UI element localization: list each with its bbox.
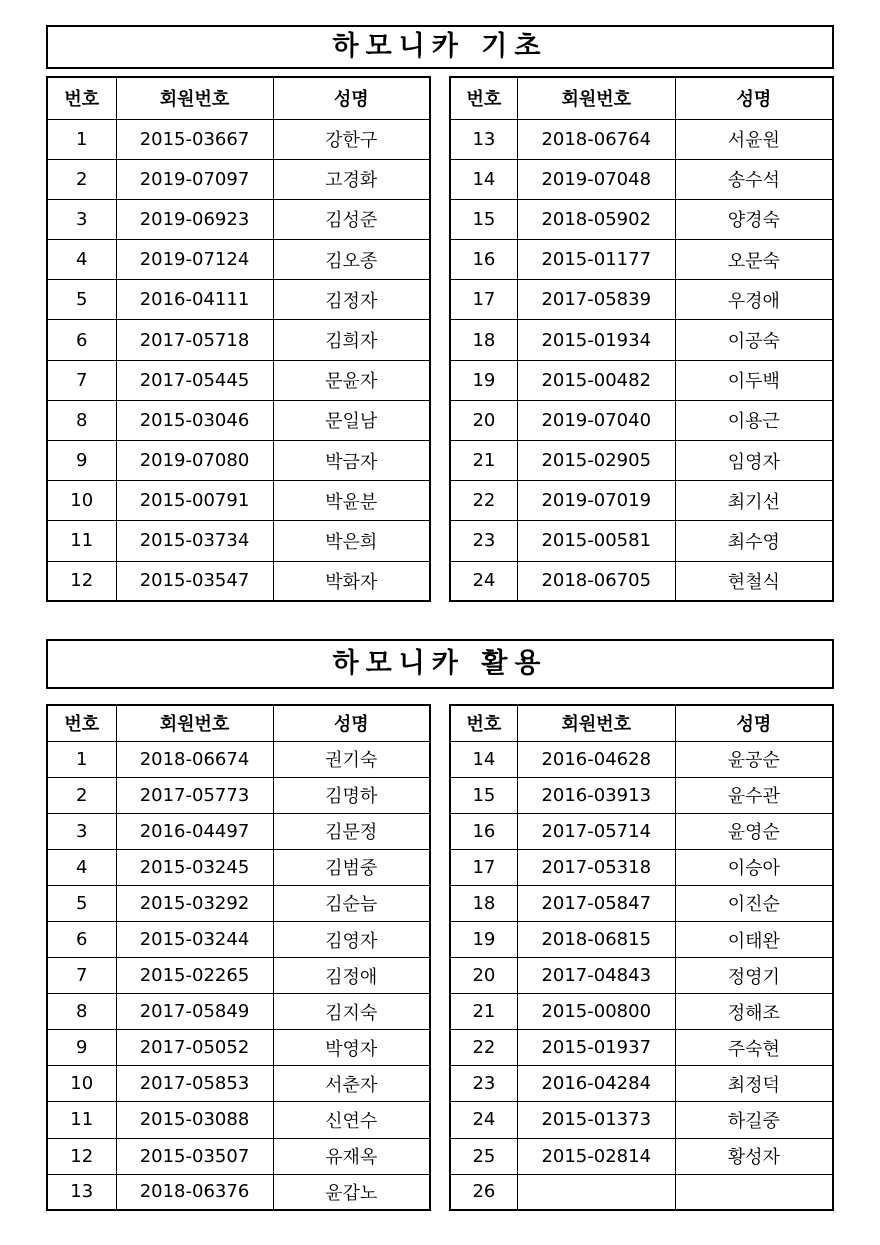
member-number-cell: 4 bbox=[47, 240, 116, 280]
table-row bbox=[450, 199, 833, 239]
table-row bbox=[450, 240, 833, 280]
section-title-basic: 하모니카 기초 bbox=[46, 25, 834, 69]
member-name-cell: 김범중 bbox=[273, 849, 430, 885]
member-id-cell: 2017-05445 bbox=[116, 360, 273, 400]
table-row bbox=[450, 1138, 833, 1174]
member-id-cell: 2016-04111 bbox=[116, 280, 273, 320]
member-id-cell: 2017-05849 bbox=[116, 994, 273, 1030]
member-number-cell: 10 bbox=[47, 481, 116, 521]
table-row bbox=[450, 1066, 833, 1102]
member-number-cell: 19 bbox=[450, 360, 517, 400]
member-name-cell: 이태완 bbox=[675, 921, 833, 957]
member-number-cell: 1 bbox=[47, 741, 116, 777]
table-row bbox=[47, 994, 430, 1030]
member-number-cell: 19 bbox=[450, 921, 517, 957]
member-name-cell: 윤공순 bbox=[675, 741, 833, 777]
member-name-cell: 박은희 bbox=[273, 521, 430, 561]
table-row bbox=[450, 360, 833, 400]
member-id-cell: 2016-03913 bbox=[517, 777, 675, 813]
member-id-cell: 2017-05773 bbox=[116, 777, 273, 813]
member-number-cell: 7 bbox=[47, 958, 116, 994]
table-row bbox=[47, 1174, 430, 1210]
member-id-cell: 2015-03244 bbox=[116, 921, 273, 957]
table-row bbox=[450, 481, 833, 521]
table-row bbox=[47, 521, 430, 561]
header-number: 번호 bbox=[47, 77, 116, 119]
member-name-cell: 박윤분 bbox=[273, 481, 430, 521]
member-name-cell: 박영자 bbox=[273, 1030, 430, 1066]
table-row bbox=[450, 921, 833, 957]
table-row bbox=[47, 561, 430, 601]
member-name-cell: 하길중 bbox=[675, 1102, 833, 1138]
table-row bbox=[47, 119, 430, 159]
member-id-cell: 2015-03245 bbox=[116, 849, 273, 885]
member-number-cell: 5 bbox=[47, 885, 116, 921]
member-id-cell: 2017-05853 bbox=[116, 1066, 273, 1102]
member-name-cell bbox=[675, 1174, 833, 1210]
member-name-cell: 윤영순 bbox=[675, 813, 833, 849]
member-id-cell: 2017-05318 bbox=[517, 849, 675, 885]
section-title-applied: 하모니카 활용 bbox=[46, 639, 834, 689]
header-number: 번호 bbox=[450, 77, 517, 119]
member-id-cell: 2015-01934 bbox=[517, 320, 675, 360]
member-id-cell: 2016-04284 bbox=[517, 1066, 675, 1102]
member-name-cell: 이용근 bbox=[675, 400, 833, 440]
member-name-cell: 서춘자 bbox=[273, 1066, 430, 1102]
table-row bbox=[47, 1030, 430, 1066]
table-row bbox=[47, 958, 430, 994]
member-name-cell: 김성준 bbox=[273, 199, 430, 239]
member-number-cell: 17 bbox=[450, 280, 517, 320]
member-number-cell: 21 bbox=[450, 994, 517, 1030]
member-name-cell: 이공숙 bbox=[675, 320, 833, 360]
member-name-cell: 현철식 bbox=[675, 561, 833, 601]
member-id-cell: 2018-06705 bbox=[517, 561, 675, 601]
header-name: 성명 bbox=[273, 77, 430, 119]
member-id-cell bbox=[517, 1174, 675, 1210]
member-table-basic-left bbox=[46, 76, 431, 602]
member-name-cell: 유재옥 bbox=[273, 1138, 430, 1174]
table-row bbox=[450, 777, 833, 813]
member-table-basic-right bbox=[449, 76, 834, 602]
table-row bbox=[450, 1030, 833, 1066]
member-table-applied-right bbox=[449, 704, 834, 1211]
table-row bbox=[47, 813, 430, 849]
table-row bbox=[47, 885, 430, 921]
member-name-cell: 김오종 bbox=[273, 240, 430, 280]
member-name-cell: 오문숙 bbox=[675, 240, 833, 280]
header-member-id: 회원번호 bbox=[517, 705, 675, 741]
member-name-cell: 박금자 bbox=[273, 441, 430, 481]
member-id-cell: 2017-05052 bbox=[116, 1030, 273, 1066]
member-id-cell: 2016-04628 bbox=[517, 741, 675, 777]
member-id-cell: 2018-06764 bbox=[517, 119, 675, 159]
table-row bbox=[450, 561, 833, 601]
member-id-cell: 2015-00791 bbox=[116, 481, 273, 521]
member-table-applied-left bbox=[46, 704, 431, 1211]
member-number-cell: 22 bbox=[450, 481, 517, 521]
table-row bbox=[450, 994, 833, 1030]
member-id-cell: 2016-04497 bbox=[116, 813, 273, 849]
member-number-cell: 13 bbox=[450, 119, 517, 159]
member-number-cell: 9 bbox=[47, 1030, 116, 1066]
table-row bbox=[450, 400, 833, 440]
member-number-cell: 15 bbox=[450, 777, 517, 813]
member-id-cell: 2015-03507 bbox=[116, 1138, 273, 1174]
member-number-cell: 11 bbox=[47, 521, 116, 561]
member-number-cell: 14 bbox=[450, 159, 517, 199]
member-number-cell: 3 bbox=[47, 199, 116, 239]
member-id-cell: 2015-00482 bbox=[517, 360, 675, 400]
table-row bbox=[450, 958, 833, 994]
member-name-cell: 최정덕 bbox=[675, 1066, 833, 1102]
member-number-cell: 2 bbox=[47, 159, 116, 199]
table-header-row bbox=[47, 705, 430, 741]
member-id-cell: 2019-07097 bbox=[116, 159, 273, 199]
member-number-cell: 3 bbox=[47, 813, 116, 849]
table-row bbox=[450, 280, 833, 320]
member-number-cell: 14 bbox=[450, 741, 517, 777]
member-number-cell: 6 bbox=[47, 921, 116, 957]
member-number-cell: 18 bbox=[450, 885, 517, 921]
member-id-cell: 2018-05902 bbox=[517, 199, 675, 239]
header-name: 성명 bbox=[675, 77, 833, 119]
member-id-cell: 2015-03292 bbox=[116, 885, 273, 921]
member-id-cell: 2019-07048 bbox=[517, 159, 675, 199]
table-row bbox=[450, 849, 833, 885]
table-row bbox=[47, 1066, 430, 1102]
member-id-cell: 2018-06376 bbox=[116, 1174, 273, 1210]
table-row bbox=[450, 441, 833, 481]
member-number-cell: 4 bbox=[47, 849, 116, 885]
member-number-cell: 18 bbox=[450, 320, 517, 360]
member-name-cell: 윤수관 bbox=[675, 777, 833, 813]
member-name-cell: 김희자 bbox=[273, 320, 430, 360]
member-number-cell: 5 bbox=[47, 280, 116, 320]
table-row bbox=[47, 280, 430, 320]
member-number-cell: 16 bbox=[450, 240, 517, 280]
member-name-cell: 주숙현 bbox=[675, 1030, 833, 1066]
table-row bbox=[450, 813, 833, 849]
header-member-id: 회원번호 bbox=[116, 77, 273, 119]
member-id-cell: 2019-07040 bbox=[517, 400, 675, 440]
member-id-cell: 2019-06923 bbox=[116, 199, 273, 239]
member-number-cell: 13 bbox=[47, 1174, 116, 1210]
member-name-cell: 김순늠 bbox=[273, 885, 430, 921]
member-number-cell: 24 bbox=[450, 561, 517, 601]
header-member-id: 회원번호 bbox=[517, 77, 675, 119]
member-id-cell: 2015-03667 bbox=[116, 119, 273, 159]
table-row bbox=[450, 741, 833, 777]
table-row bbox=[47, 481, 430, 521]
member-number-cell: 23 bbox=[450, 521, 517, 561]
member-id-cell: 2017-05718 bbox=[116, 320, 273, 360]
header-number: 번호 bbox=[450, 705, 517, 741]
table-row bbox=[47, 360, 430, 400]
member-id-cell: 2017-04843 bbox=[517, 958, 675, 994]
table-header-row bbox=[47, 77, 430, 119]
table-row bbox=[47, 849, 430, 885]
member-number-cell: 8 bbox=[47, 400, 116, 440]
member-number-cell: 15 bbox=[450, 199, 517, 239]
member-number-cell: 16 bbox=[450, 813, 517, 849]
table-row bbox=[450, 1174, 833, 1210]
member-number-cell: 22 bbox=[450, 1030, 517, 1066]
member-id-cell: 2015-01937 bbox=[517, 1030, 675, 1066]
member-id-cell: 2015-02265 bbox=[116, 958, 273, 994]
table-row bbox=[47, 400, 430, 440]
member-number-cell: 23 bbox=[450, 1066, 517, 1102]
table-row bbox=[47, 320, 430, 360]
member-id-cell: 2017-05847 bbox=[517, 885, 675, 921]
member-number-cell: 26 bbox=[450, 1174, 517, 1210]
member-name-cell: 윤갑노 bbox=[273, 1174, 430, 1210]
member-name-cell: 김명하 bbox=[273, 777, 430, 813]
member-number-cell: 17 bbox=[450, 849, 517, 885]
member-name-cell: 정해조 bbox=[675, 994, 833, 1030]
member-number-cell: 24 bbox=[450, 1102, 517, 1138]
header-member-id: 회원번호 bbox=[116, 705, 273, 741]
member-name-cell: 양경숙 bbox=[675, 199, 833, 239]
member-id-cell: 2015-03046 bbox=[116, 400, 273, 440]
table-row bbox=[47, 921, 430, 957]
table-row bbox=[450, 1102, 833, 1138]
member-name-cell: 이승아 bbox=[675, 849, 833, 885]
member-number-cell: 12 bbox=[47, 1138, 116, 1174]
member-id-cell: 2015-02905 bbox=[517, 441, 675, 481]
table-row bbox=[450, 885, 833, 921]
table-row bbox=[47, 199, 430, 239]
member-id-cell: 2015-00581 bbox=[517, 521, 675, 561]
member-id-cell: 2015-01373 bbox=[517, 1102, 675, 1138]
member-id-cell: 2015-03088 bbox=[116, 1102, 273, 1138]
table-header-row bbox=[450, 705, 833, 741]
table-row bbox=[450, 320, 833, 360]
table-row bbox=[450, 521, 833, 561]
member-id-cell: 2019-07019 bbox=[517, 481, 675, 521]
member-name-cell: 황성자 bbox=[675, 1138, 833, 1174]
member-name-cell: 김정애 bbox=[273, 958, 430, 994]
member-number-cell: 9 bbox=[47, 441, 116, 481]
member-name-cell: 김정자 bbox=[273, 280, 430, 320]
member-name-cell: 신연수 bbox=[273, 1102, 430, 1138]
header-name: 성명 bbox=[675, 705, 833, 741]
member-name-cell: 서윤원 bbox=[675, 119, 833, 159]
member-number-cell: 11 bbox=[47, 1102, 116, 1138]
table-row bbox=[47, 441, 430, 481]
member-name-cell: 박화자 bbox=[273, 561, 430, 601]
member-number-cell: 7 bbox=[47, 360, 116, 400]
member-name-cell: 우경애 bbox=[675, 280, 833, 320]
member-id-cell: 2019-07124 bbox=[116, 240, 273, 280]
member-number-cell: 10 bbox=[47, 1066, 116, 1102]
member-name-cell: 권기숙 bbox=[273, 741, 430, 777]
table-header-row bbox=[450, 77, 833, 119]
member-name-cell: 정영기 bbox=[675, 958, 833, 994]
member-name-cell: 송수석 bbox=[675, 159, 833, 199]
member-name-cell: 임영자 bbox=[675, 441, 833, 481]
table-row bbox=[47, 159, 430, 199]
header-number: 번호 bbox=[47, 705, 116, 741]
table-row bbox=[450, 119, 833, 159]
member-name-cell: 문윤자 bbox=[273, 360, 430, 400]
member-number-cell: 8 bbox=[47, 994, 116, 1030]
member-id-cell: 2017-05839 bbox=[517, 280, 675, 320]
member-name-cell: 김영자 bbox=[273, 921, 430, 957]
member-name-cell: 문일남 bbox=[273, 400, 430, 440]
member-id-cell: 2015-01177 bbox=[517, 240, 675, 280]
member-name-cell: 김문정 bbox=[273, 813, 430, 849]
table-row bbox=[47, 1138, 430, 1174]
member-name-cell: 이두백 bbox=[675, 360, 833, 400]
member-id-cell: 2019-07080 bbox=[116, 441, 273, 481]
member-id-cell: 2018-06815 bbox=[517, 921, 675, 957]
member-name-cell: 강한구 bbox=[273, 119, 430, 159]
member-number-cell: 21 bbox=[450, 441, 517, 481]
member-id-cell: 2018-06674 bbox=[116, 741, 273, 777]
member-number-cell: 12 bbox=[47, 561, 116, 601]
member-id-cell: 2015-03547 bbox=[116, 561, 273, 601]
member-id-cell: 2017-05714 bbox=[517, 813, 675, 849]
member-number-cell: 20 bbox=[450, 958, 517, 994]
member-name-cell: 최수영 bbox=[675, 521, 833, 561]
member-number-cell: 6 bbox=[47, 320, 116, 360]
table-row bbox=[450, 159, 833, 199]
member-id-cell: 2015-03734 bbox=[116, 521, 273, 561]
member-number-cell: 1 bbox=[47, 119, 116, 159]
table-row bbox=[47, 1102, 430, 1138]
member-id-cell: 2015-02814 bbox=[517, 1138, 675, 1174]
member-number-cell: 2 bbox=[47, 777, 116, 813]
member-name-cell: 이진순 bbox=[675, 885, 833, 921]
table-row bbox=[47, 741, 430, 777]
member-name-cell: 고경화 bbox=[273, 159, 430, 199]
member-name-cell: 최기선 bbox=[675, 481, 833, 521]
table-row bbox=[47, 777, 430, 813]
member-id-cell: 2015-00800 bbox=[517, 994, 675, 1030]
member-number-cell: 25 bbox=[450, 1138, 517, 1174]
member-name-cell: 김지숙 bbox=[273, 994, 430, 1030]
header-name: 성명 bbox=[273, 705, 430, 741]
member-number-cell: 20 bbox=[450, 400, 517, 440]
table-row bbox=[47, 240, 430, 280]
